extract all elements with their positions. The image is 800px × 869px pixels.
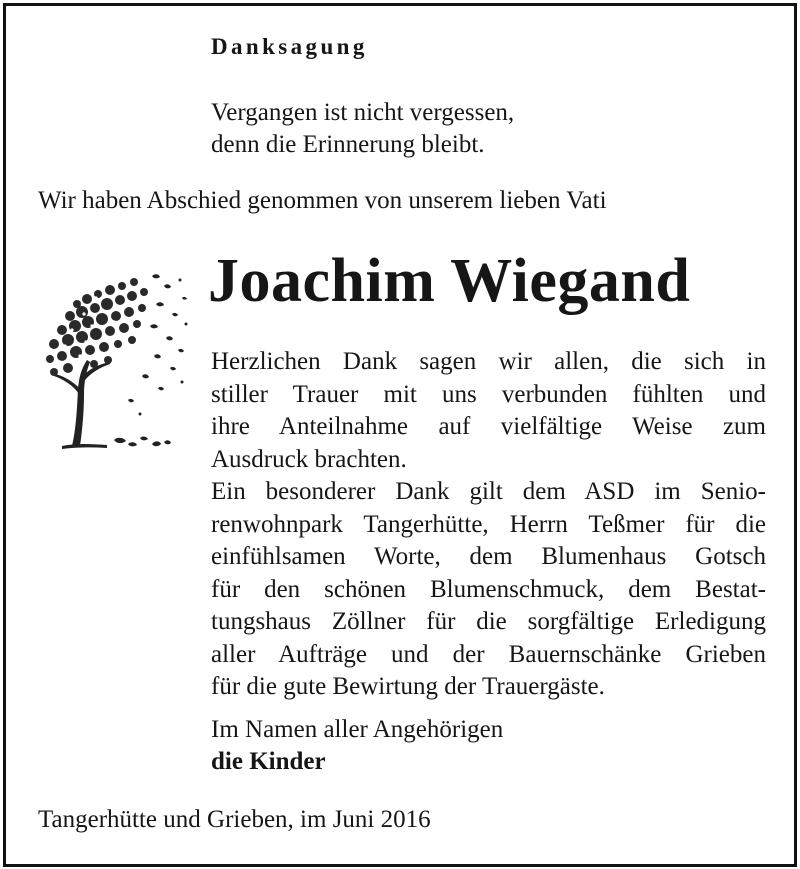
obituary-notice — [3, 3, 797, 867]
signature-name: die Kinder — [211, 748, 326, 775]
place-date: Tangerhütte und Grieben, im Juni 2016 — [38, 806, 431, 833]
windblown-tree-icon — [32, 264, 192, 464]
intro-text: Wir haben Abschied genommen von unserem lieben Vati — [38, 187, 607, 214]
signature — [211, 714, 503, 778]
thanks-line: ihre Anteilnahme auf vielfältige Weise zum — [211, 413, 766, 440]
motto-line-2: denn die Erinnerung bleibt. — [211, 131, 485, 158]
thanks-line: einfühlsamen Worte, dem Blumenhaus Gotsch — [211, 543, 766, 570]
thanks-line: stiller Trauer mit uns verbunden fühlten und — [211, 380, 766, 408]
notice-heading: Danksagung — [211, 34, 368, 59]
deceased-name: Joachim Wiegand — [208, 247, 691, 315]
signature-line: Im Namen aller Angehörigen — [211, 716, 504, 743]
thanks-line: aller Aufträge und der Bauernschänke Grieben — [211, 640, 766, 668]
thanks-line: tungshaus Zöllner für die sorgfältige Erledigung — [211, 608, 766, 635]
thanks-line: Ein besonderer Dank gilt dem ASD im Senio- — [211, 478, 766, 505]
thanks-line: Ausdruck brachten. — [211, 445, 407, 473]
thanks-line: Herzlichen Dank sagen wir allen, die sich in — [211, 348, 766, 375]
thanks-line: für den schönen Blumenschmuck, dem Bestat- — [211, 575, 766, 603]
thanks-line: renwohnpark Tangerhütte, Herrn Teßmer für die — [211, 510, 766, 538]
motto — [211, 97, 514, 161]
motto-line-1: Vergangen ist nicht vergessen, — [211, 99, 515, 126]
thanks-line: für die gute Bewirtung der Trauergäste. — [211, 673, 605, 700]
thanks-text — [211, 346, 766, 704]
